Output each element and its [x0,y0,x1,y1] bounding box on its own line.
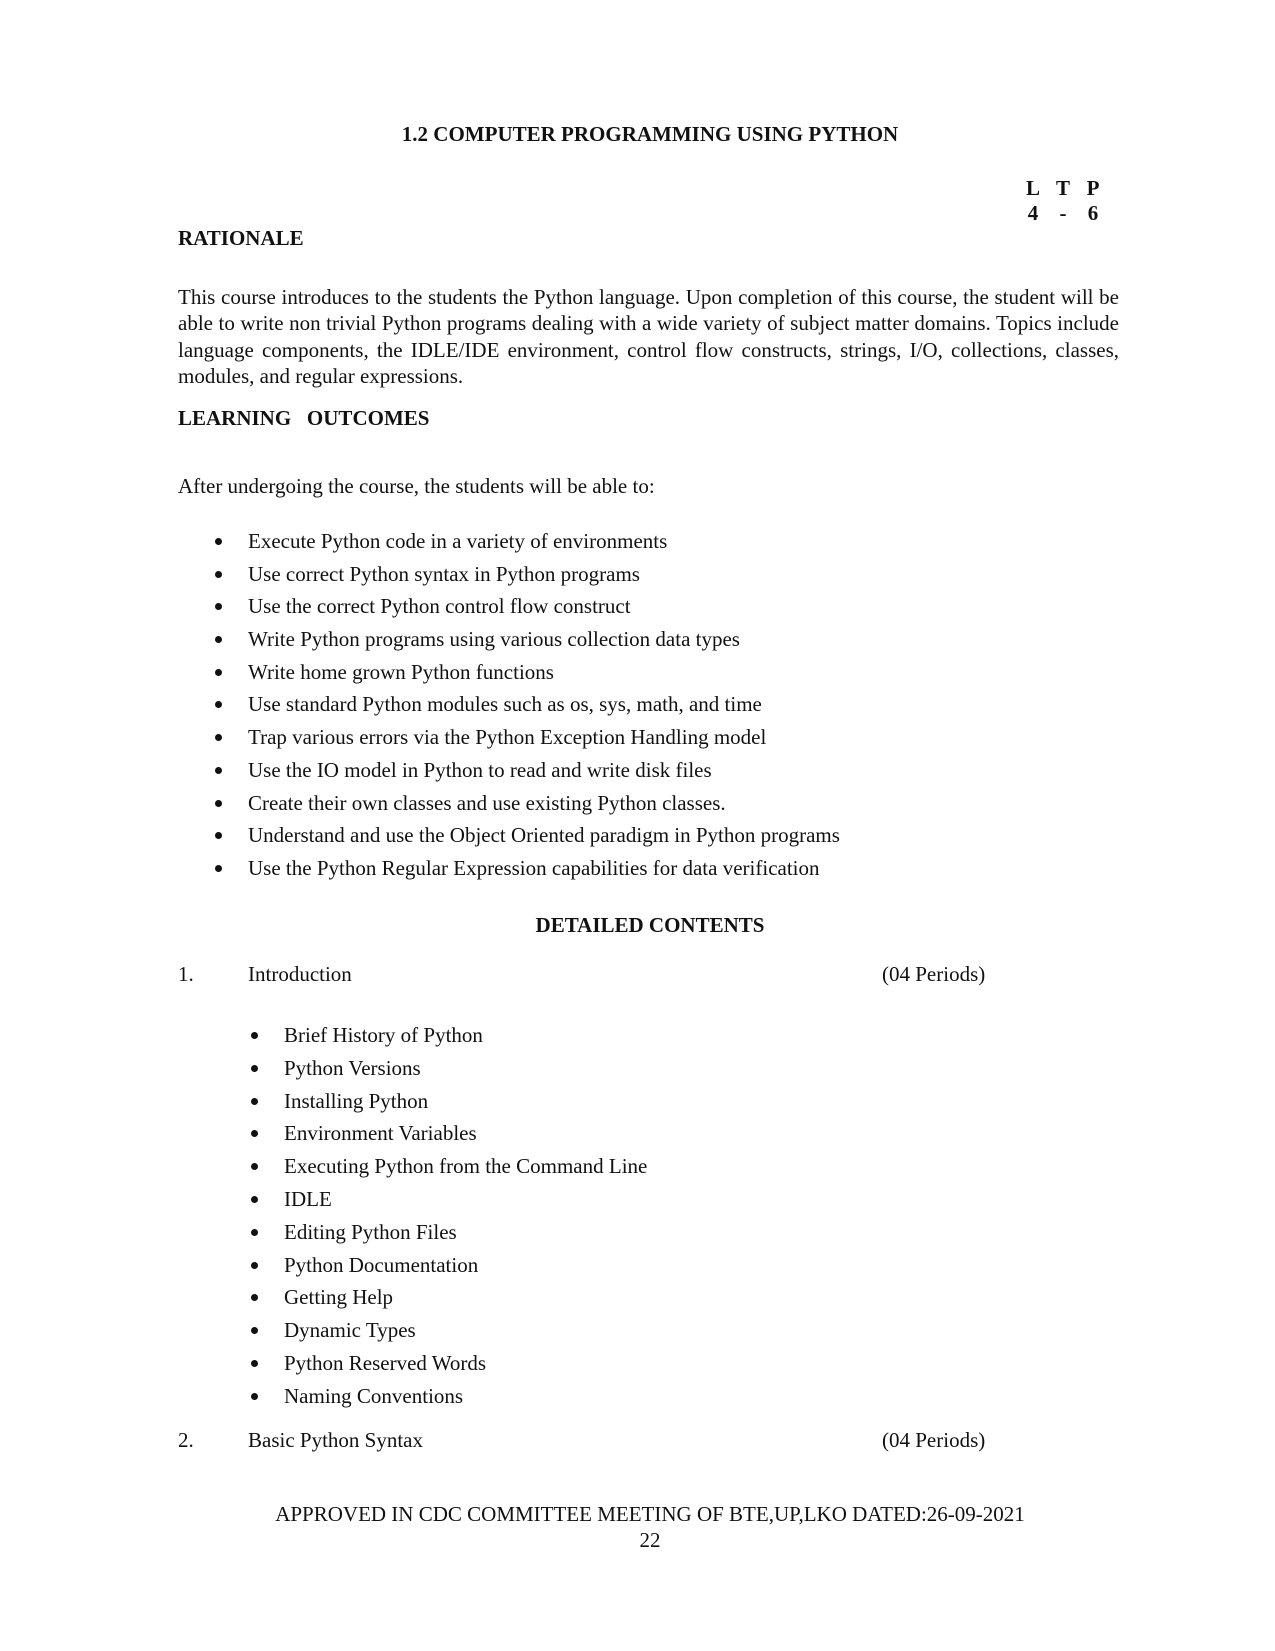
list-item [284,1085,647,1118]
topic-text: Editing Python Files [284,1219,457,1244]
outcome-text: Understand and use the Object Oriented paradigm in Python programs [248,823,840,848]
list-item [248,656,840,689]
ltp-value-t: - [1059,201,1067,225]
list-item [248,819,840,852]
list-item [284,1281,647,1314]
ltp-value-l: 4 [1027,201,1039,225]
list-item [248,590,840,623]
unit-1-periods: (04 Periods) [882,962,986,986]
bullet-icon [251,1393,258,1400]
topic-text: Brief History of Python [284,1023,483,1047]
list-item [248,623,840,656]
topic-text: Executing Python from the Command Line [284,1154,648,1179]
unit-1-topics [284,1019,647,1413]
bullet-icon [215,538,222,545]
bullet-icon [215,800,222,807]
bullet-icon [215,767,222,774]
bullet-icon [215,636,222,643]
outcome-text: Use correct Python syntax in Python programs [248,561,640,586]
bullet-icon [251,1032,258,1039]
topic-text: Environment Variables [284,1121,477,1146]
list-item [248,558,840,591]
topic-text: Python Reserved Words [284,1350,487,1375]
bullet-icon [215,701,222,708]
outcomes-heading: LEARNING OUTCOMES [178,406,430,430]
outcome-text: Write home grown Python functions [248,659,554,684]
bullet-icon [215,865,222,872]
list-item [284,1052,647,1085]
outcomes-list [248,525,840,885]
bullet-icon [251,1327,258,1334]
list-item [248,852,840,885]
page-number: 22 [639,1528,661,1552]
list-item [284,1314,647,1347]
list-item [284,1019,647,1052]
topic-text: Naming Conventions [284,1383,464,1408]
unit-2-number: 2. [178,1428,194,1452]
outcome-text: Write Python programs using various collection data types [248,627,740,652]
list-item [284,1183,647,1216]
topic-text: Python Documentation [284,1252,479,1277]
bullet-icon [251,1130,258,1137]
outcomes-intro: After undergoing the course, the students will be able to: [178,474,655,498]
approval-footer: APPROVED IN CDC COMMITTEE MEETING OF BTE,UP,LKO DATED:26-09-2021 [275,1502,1025,1526]
detailed-contents-heading: DETAILED CONTENTS [535,913,765,937]
outcome-text: Trap various errors via the Python Exception Handling model [248,725,767,750]
list-item [284,1117,647,1150]
ltp-header-l: L [1025,176,1040,200]
bullet-icon [251,1098,258,1105]
bullet-icon [215,669,222,676]
list-item [248,787,840,820]
bullet-icon [251,1163,258,1170]
bullet-icon [215,832,222,839]
bullet-icon [251,1294,258,1301]
outcome-text: Use the Python Regular Expression capabilities for data verification [248,855,820,880]
list-item [248,721,840,754]
unit-1-title: Introduction [248,962,352,986]
list-item [248,754,840,787]
outcome-text: Execute Python code in a variety of environments [248,529,668,553]
bullet-icon [251,1262,258,1269]
ltp-header-p: P [1086,176,1100,200]
rationale-heading: RATIONALE [178,226,304,250]
list-item [248,525,840,558]
list-item [284,1150,647,1183]
unit-2-periods: (04 Periods) [882,1428,986,1452]
course-title: 1.2 COMPUTER PROGRAMMING USING PYTHON [401,122,899,146]
ltp-values-row [1018,201,1108,226]
ltp-table [1018,176,1108,226]
bullet-icon [251,1196,258,1203]
list-item [248,688,840,721]
bullet-icon [215,734,222,741]
ltp-header-row [1018,176,1108,201]
outcome-text: Use the correct Python control flow construct [248,594,631,619]
bullet-icon [215,603,222,610]
outcome-text: Create their own classes and use existing Python classes. [248,790,726,815]
unit-2-title: Basic Python Syntax [248,1428,424,1452]
ltp-header-t: T [1055,176,1070,200]
bullet-icon [251,1229,258,1236]
bullet-icon [215,571,222,578]
bullet-icon [251,1360,258,1367]
list-item [284,1249,647,1282]
topic-text: IDLE [284,1186,332,1211]
rationale-paragraph: This course introduces to the students the Python language. Upon completion of this course, the student will be able to write non trivial Python programs dealing with a wide variety of subject matter domains. Topics include language components, the IDLE/IDE environment, control flow constructs, strings, I/O, collections, classes, modules, and regular expressions. [178,285,1119,388]
ltp-value-p: 6 [1087,201,1099,225]
outcome-text: Use the IO model in Python to read and write disk files [248,757,712,782]
topic-text: Getting Help [284,1285,394,1310]
unit-1-number: 1. [178,962,194,986]
outcome-text: Use standard Python modules such as os, sys, math, and time [248,692,762,717]
list-item [284,1380,647,1413]
topic-text: Python Versions [284,1055,421,1080]
topic-text: Dynamic Types [284,1318,416,1343]
list-item [284,1347,647,1380]
bullet-icon [251,1065,258,1072]
topic-text: Installing Python [284,1088,429,1113]
list-item [284,1216,647,1249]
